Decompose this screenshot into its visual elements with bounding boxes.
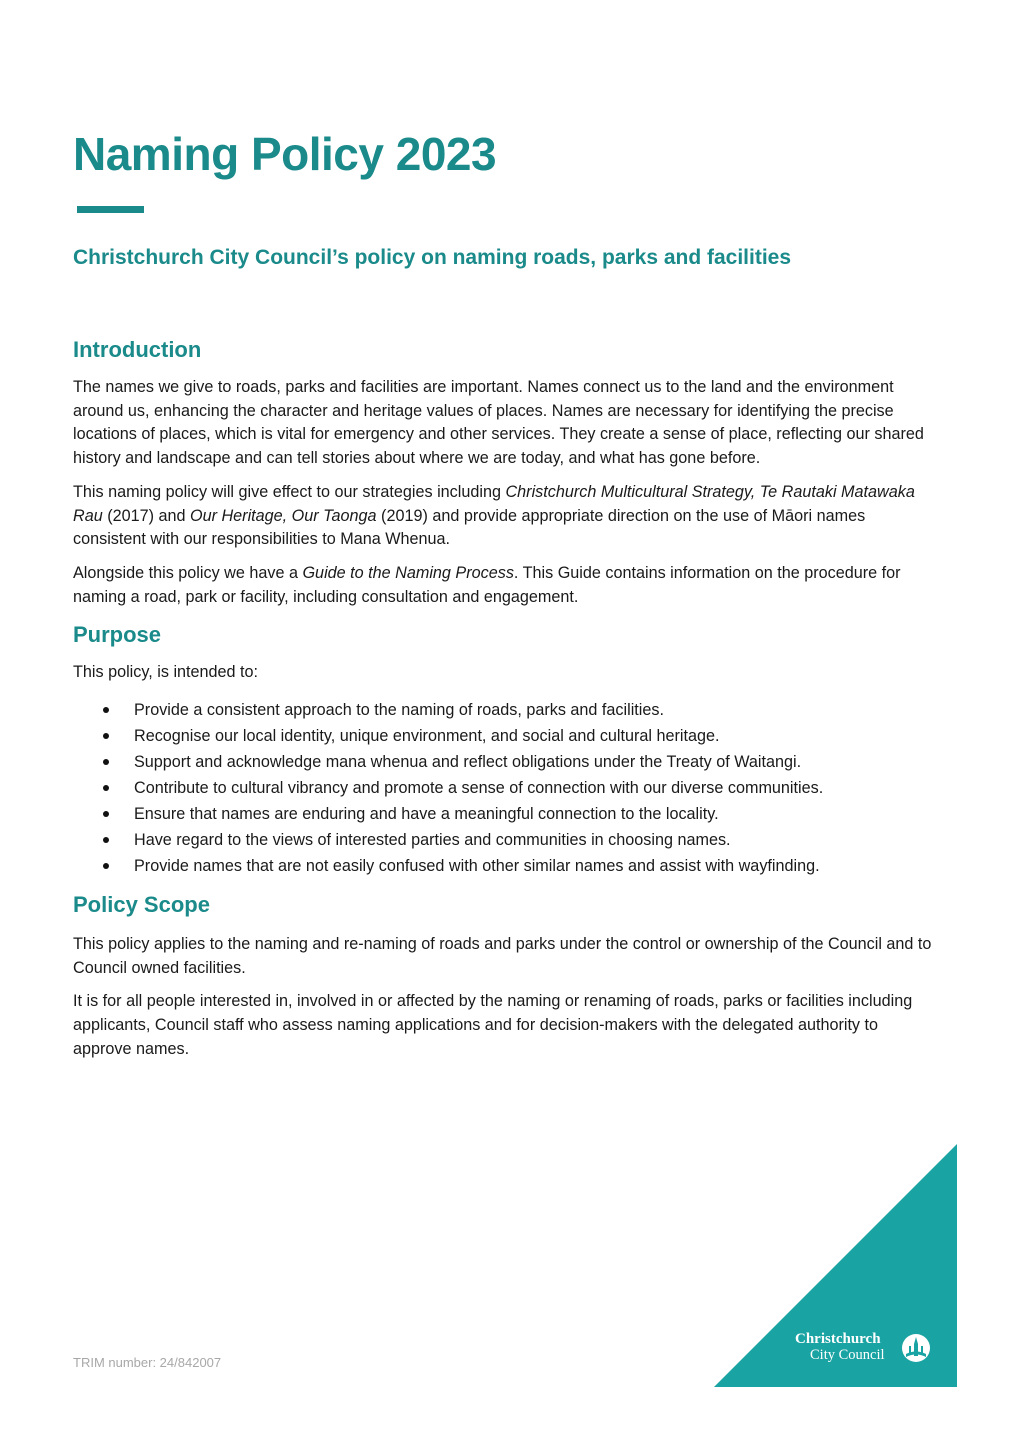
list-item (73, 749, 939, 775)
title-underline (77, 206, 144, 213)
document-body (73, 334, 939, 1062)
policy-scope-heading: Policy Scope (73, 892, 210, 918)
bullet-icon (103, 863, 109, 869)
logo-text-line-1: Christchurch (795, 1331, 881, 1347)
list-item-text: Provide names that are not easily confused with other similar names and assist with wayfinding. (134, 857, 820, 876)
strategy-title: Christchurch Multicultural Strategy, Te Rautaki Matawaka Rau (73, 482, 915, 525)
trim-number: TRIM number: 24/842007 (73, 1355, 222, 1370)
bullet-icon (103, 785, 109, 791)
purpose-section (73, 619, 939, 879)
list-item (73, 697, 939, 723)
list-item-text: Contribute to cultural vibrancy and promote a sense of connection with our diverse communities. (134, 779, 824, 798)
policy-scope-paragraph-2: It is for all people interested in, involved in or affected by the naming or renaming of roads, parks or facilities including applicants, Council staff who assess naming applications and for decision-makers with the delegated authority to approve names. (73, 992, 913, 1058)
text-run: Alongside this policy we have a (73, 563, 303, 582)
introduction-section (73, 334, 939, 609)
list-item-text: Provide a consistent approach to the naming of roads, parks and facilities. (134, 701, 664, 720)
introduction-paragraph-2 (73, 481, 939, 552)
purpose-list (73, 697, 939, 879)
list-item (73, 827, 939, 853)
bullet-icon (103, 759, 109, 765)
list-item-text: Ensure that names are enduring and have a meaningful connection to the locality. (134, 805, 719, 824)
bullet-icon (103, 707, 109, 713)
introduction-paragraph-1: The names we give to roads, parks and facilities are important. Names connect us to the land and the environment around us, enhancing the character and heritage values of places. Names are necessary for identifying the precise locations of places, which is vital for emergency and other services. They create a sense of place, reflecting our shared history and landscape and can tell stories about where we are today, and what has gone before. (73, 378, 924, 468)
list-item (73, 723, 939, 749)
text-run: This naming policy will give effect to our strategies including (73, 482, 506, 501)
text-run: . This Guide contains information on the procedure for naming a road, park or facility, including consultation and engagement. (73, 563, 901, 606)
purpose-heading: Purpose (73, 622, 162, 648)
purpose-lead: This policy, is intended to: (73, 663, 259, 682)
logo-text-line-2: City Council (810, 1347, 885, 1363)
introduction-heading: Introduction (73, 337, 202, 362)
strategy-title: Our Heritage, Our Taonga (190, 506, 377, 525)
bullet-icon (103, 837, 109, 843)
guide-title: Guide to the Naming Process (302, 563, 514, 582)
text-run: (2017) and (102, 506, 190, 525)
bullet-icon (103, 811, 109, 817)
text-run: (2019) and provide appropriate direction on the use of Māori names consistent with our responsibilities to Mana Whenua. (73, 506, 866, 549)
list-item-text: Recognise our local identity, unique environment, and social and cultural heritage. (134, 727, 720, 746)
council-logo (795, 1331, 935, 1367)
list-item (73, 775, 939, 801)
list-item-text: Support and acknowledge mana whenua and reflect obligations under the Treaty of Waitangi. (134, 753, 802, 772)
document-subtitle: Christchurch City Council’s policy on naming roads, parks and facilities (73, 246, 792, 269)
cathedral-icon (900, 1332, 932, 1364)
list-item (73, 853, 939, 879)
bullet-icon (103, 733, 109, 739)
introduction-paragraph-3 (73, 562, 939, 609)
document-title: Naming Policy 2023 (73, 128, 497, 180)
list-item-text: Have regard to the views of interested parties and communities in choosing names. (134, 831, 731, 850)
policy-scope-section (73, 889, 939, 1062)
policy-scope-paragraph-1: This policy applies to the naming and re-naming of roads and parks under the control or ownership of the Council and to Council owned facilities. (73, 935, 932, 977)
list-item (73, 801, 939, 827)
